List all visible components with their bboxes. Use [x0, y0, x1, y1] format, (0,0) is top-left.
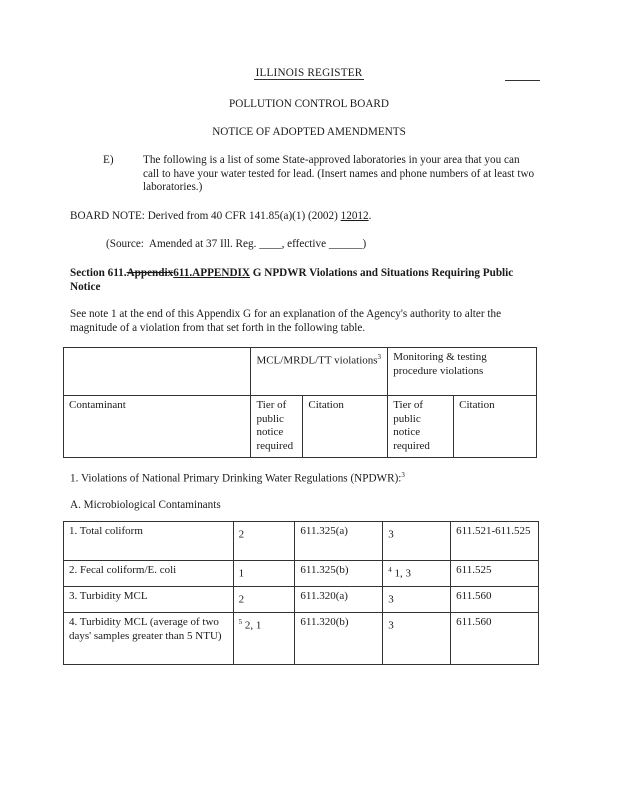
mcl-tier-cell: 2: [233, 522, 295, 561]
source-text: (Source: Amended at 37 Ill. Reg.: [106, 238, 260, 250]
mcl-citation-header: Citation: [303, 396, 388, 458]
npdwr-heading-text: 1. Violations of National Primary Drinking Water Regulations (NPDWR):: [70, 472, 402, 485]
npdwr-heading: [70, 471, 405, 485]
board-note: [70, 210, 371, 222]
table-row: [64, 561, 539, 587]
blank-corner-cell: [64, 348, 251, 396]
monitoring-citation-cell: 611.560: [451, 613, 539, 665]
monitoring-tier-cell: $^4$ 1, 3: [383, 561, 451, 587]
mcl-group-sup: 3: [377, 353, 382, 361]
monitoring-group-header: Monitoring & testing procedure violations: [388, 348, 537, 396]
table-row: [64, 587, 539, 613]
source-mid: , effective: [281, 238, 329, 250]
mcl-citation-cell: 611.320(b): [295, 613, 383, 665]
mcl-tier-cell: $^5$ 2, 1: [233, 613, 295, 665]
mcl-group-header: [251, 348, 388, 396]
monitoring-tier-cell: 3: [383, 613, 451, 665]
monitoring-tier-header: Tier of public notice required: [388, 396, 454, 458]
monitoring-citation-cell: 611.525: [451, 561, 539, 587]
board-note-prefix: BOARD NOTE: Derived from 40 CFR 141.85(a)(1) (2002): [70, 210, 338, 222]
mcl-tier-header: Tier of public notice required: [251, 396, 303, 458]
contaminant-cell: 1. Total coliform: [64, 522, 234, 561]
notice-title: NOTICE OF ADOPTED AMENDMENTS: [212, 126, 406, 138]
table-row: [64, 522, 539, 561]
section-title: G NPDWR Violations and Situations Requiring Public Notice: [70, 267, 514, 293]
monitoring-tier-cell: 3: [383, 522, 451, 561]
contaminant-table: [63, 521, 539, 665]
npdwr-heading-sup: 3: [401, 471, 405, 479]
register-header: [0, 67, 618, 79]
board-name: POLLUTION CONTROL BOARD: [229, 98, 389, 110]
register-title: ILLINOIS REGISTER: [255, 67, 363, 79]
item-letter: E): [103, 154, 114, 166]
mcl-citation-cell: 611.320(a): [295, 587, 383, 613]
source-end: ): [362, 238, 367, 250]
section-heading: [70, 266, 540, 294]
mcl-citation-cell: 611.325(b): [295, 561, 383, 587]
table-row: [64, 613, 539, 665]
mcl-tier-cell: 1: [233, 561, 295, 587]
source-note: [106, 238, 366, 250]
monitoring-tier-cell: 3: [383, 587, 451, 613]
source-blank-2: ______: [328, 238, 363, 250]
board-note-suffix: .: [368, 210, 372, 222]
mcl-tier-cell: 2: [233, 587, 295, 613]
mcl-citation-cell: 611.325(a): [295, 522, 383, 561]
contaminant-cell: 3. Turbidity MCL: [64, 587, 234, 613]
item-text: The following is a list of some State-approved laboratories in your area that you can call to have your water tested for lead. (Insert names and phone numbers of at least two laboratories.): [143, 154, 535, 193]
header-rule: [505, 80, 540, 81]
intro-paragraph: See note 1 at the end of this Appendix G for an explanation of the Agency's authority to alter the magnitude of a violation from that set forth in the following table.: [70, 308, 502, 334]
contaminant-header: Contaminant: [64, 396, 251, 458]
contaminant-cell: 4. Turbidity MCL (average of two days' samples greater than 5 NTU): [64, 613, 234, 665]
board-note-inserted: 12012: [340, 210, 369, 222]
section-struck: Appendix: [126, 267, 174, 279]
section-inserted: 611.APPENDIX: [173, 267, 250, 279]
monitoring-citation-cell: 611.560: [451, 587, 539, 613]
monitoring-citation-cell: 611.521-611.525: [451, 522, 539, 561]
microbiological-heading: A. Microbiological Contaminants: [70, 499, 221, 511]
section-prefix: Section 611.: [70, 267, 127, 279]
mcl-group-label: MCL/MRDL/TT violations: [256, 354, 378, 367]
column-header-table: [63, 347, 537, 458]
monitoring-citation-header: Citation: [454, 396, 537, 458]
source-blank-1: ____: [259, 238, 282, 250]
contaminant-cell: 2. Fecal coliform/E. coli: [64, 561, 234, 587]
